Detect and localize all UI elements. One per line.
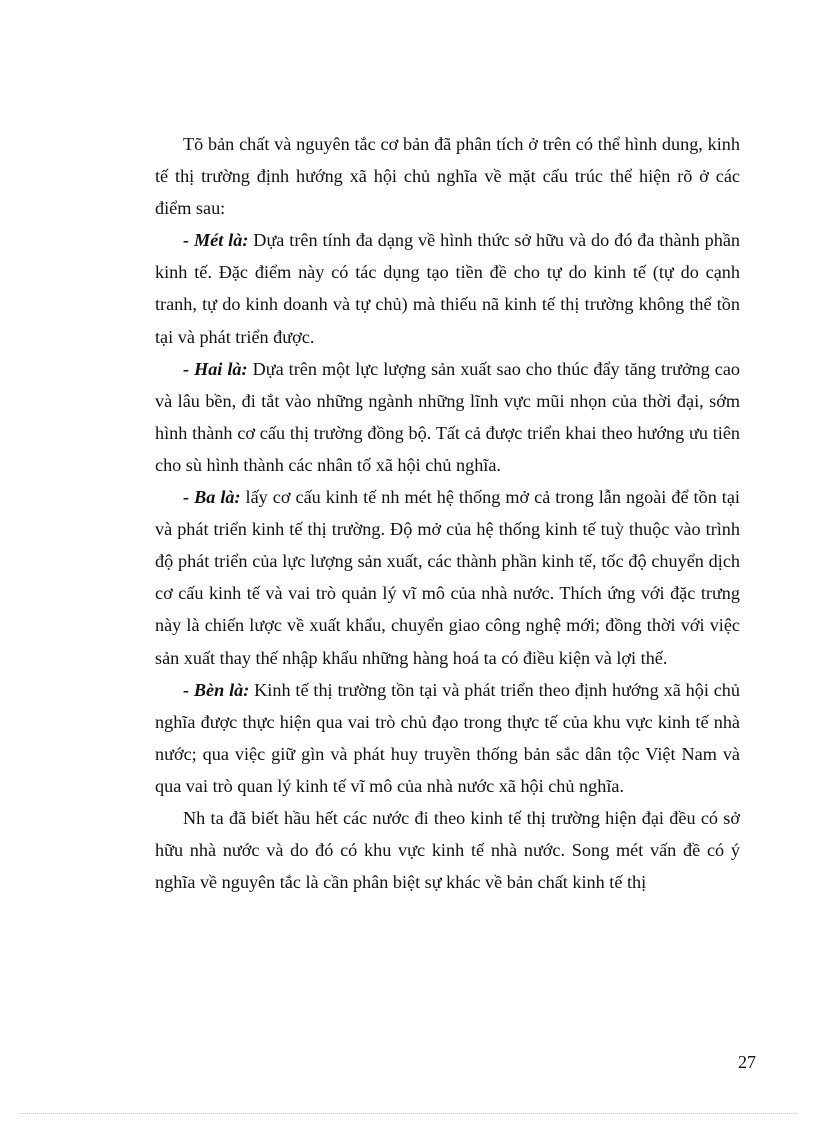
paragraph-lead: - Ba là: (183, 487, 241, 508)
paragraph-intro (155, 128, 740, 224)
paragraph-point-4 (155, 674, 740, 802)
paragraph-point-1 (155, 224, 740, 352)
paragraph-text: Kinh tế thị trường tồn tại và phát triển theo định hướng xã hội chủ nghĩa được thực hiện qua vai trò chủ đạo trong thực tế của khu vực kinh tế nhà nước; qua việc giữ gìn và phát huy truyền thống bản sắc dân tộc Việt Nam và qua vai trò quan lý kinh tế vĩ mô của nhà nước xã hội chủ nghĩa. (155, 679, 740, 796)
paragraph-lead: - Hai là: (183, 358, 248, 379)
paragraph-closing (155, 802, 740, 898)
page-number: 27 (738, 1052, 756, 1072)
paragraph-lead: - Mét là: (183, 230, 249, 251)
paragraph-text: lấy cơ cấu kinh tế nh mét hệ thống mở cả trong lẫn ngoài để tồn tại và phát triển kinh tế thị trường. Độ mở của hệ thống kinh tế tuỳ thuộc vào trình độ phát triển của lực lượng sản xuất, các thành phần kinh tế, tốc độ chuyển dịch cơ cấu kinh tế và vai trò quản lý vĩ mô của nhà nước. Thích ứng với đặc trưng này là chiến lược về xuất khẩu, chuyển giao công nghệ mới; đồng thời với việc sản xuất thay thế nhập khẩu những hàng hoá ta có điều kiện và lợi thế. (155, 487, 740, 668)
paragraph-text: Dựa trên một lực lượng sản xuất sao cho thúc đẩy tăng trưởng cao và lâu bền, đi tắt vào những ngành những lĩnh vực mũi nhọn của thời đại, sớm hình thành cơ cấu thị trường đồng bộ. Tất cả được triển khai theo hướng ưu tiên cho sù hình thành các nhân tố xã hội chủ nghĩa. (155, 358, 740, 475)
paragraph-text: Dựa trên tính đa dạng về hình thức sở hữu và do đó đa thành phần kinh tế. Đặc điểm này có tác dụng tạo tiền đề cho tự do kinh tế (tự do cạnh tranh, tự do kinh doanh và tự chủ) mà thiếu nã kinh tế thị trường không thể tồn tại và phát triển được. (155, 230, 740, 347)
paragraph-point-2 (155, 353, 740, 481)
paragraph-text: Tõ bản chất và nguyên tắc cơ bản đã phân tích ở trên có thể hình dung, kinh tế thị trường định hướng xã hội chủ nghĩa về mặt cấu trúc thể hiện rõ ở các điểm sau: (155, 134, 740, 219)
paragraph-lead: - Bèn là: (183, 679, 250, 700)
page-bottom-divider (20, 1113, 796, 1114)
paragraph-point-3 (155, 481, 740, 674)
paragraph-text: Nh ta đã biết hầu hết các nước đi theo kinh tế thị trường hiện đại đều có sở hữu nhà nước và do đó có khu vực kinh tế nhà nước. Song mét vấn đề có ý nghĩa về nguyên tắc là cần phân biệt sự khác về bản chất kinh tế thị (155, 807, 740, 893)
body-text (155, 128, 740, 898)
